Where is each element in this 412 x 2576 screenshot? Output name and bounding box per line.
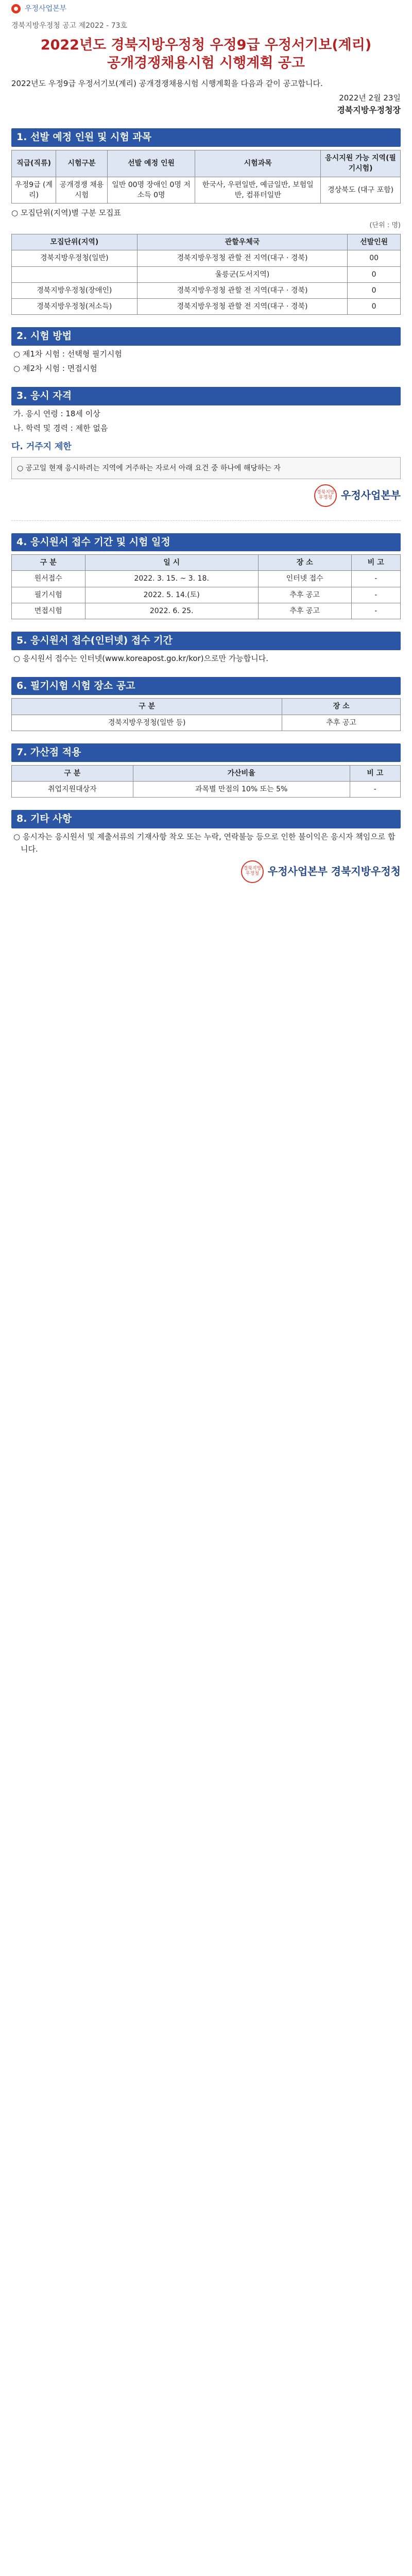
table-cell: - [351, 587, 400, 603]
table-row [12, 715, 401, 731]
table-cell: 2022. 5. 14.(토) [85, 587, 258, 603]
table-cell: 경북지방우정청 관할 전 지역(대구 · 경북) [137, 282, 348, 298]
table-header-cell: 구 분 [12, 699, 282, 715]
notice-date: 2022년 2월 23일 [339, 93, 401, 103]
table-cell: 울릉군(도서지역) [137, 266, 348, 282]
table-cell [12, 266, 138, 282]
table-cell: 경북지방우정청(장애인) [12, 282, 138, 298]
table-cell: 0 [348, 282, 401, 298]
table-cell: 과목별 만점의 10% 또는 5% [133, 781, 350, 797]
table-row [12, 781, 401, 797]
section-7-heading: 7. 가산점 적용 [11, 743, 401, 762]
table-header-cell: 시험과목 [195, 150, 321, 177]
table-header-cell: 선발 예정 인원 [107, 150, 195, 177]
residence-text: ○ 공고일 현재 응시하려는 지역에 거주하는 자로서 아래 요건 중 하나에 해당하는 자 [17, 464, 281, 473]
table-cell: 경북지방우정청 관할 전 지역(대구 · 경북) [137, 250, 348, 266]
recruit-unit-heading: ○ 모집단위(지역)별 구분 모집표 [11, 208, 121, 218]
other-note: ○ 응시자는 응시원서 및 제출서류의 기재사항 착오 또는 누락, 연락불능 등으로 인한 불이익은 응시자 책임으로 합니다. [13, 832, 396, 854]
table-cell: 일반 00명 장애인 0명 저소득 0명 [107, 177, 195, 204]
table-cell: 면접시험 [12, 603, 85, 619]
table-cell: 경상북도 (대구 포함) [321, 177, 401, 204]
section-2-heading: 2. 시험 방법 [11, 327, 401, 346]
section-4-heading: 4. 응시원서 접수 기간 및 시험 일정 [11, 533, 401, 552]
org-name: 우정사업본부 [25, 4, 67, 13]
table-header-cell: 구 분 [12, 765, 133, 781]
table-header-cell: 장 소 [282, 699, 401, 715]
venue-table [11, 698, 401, 731]
table-cell: 인터넷 접수 [258, 571, 351, 587]
notice-number: 경북지방우정청 공고 제2022 - 73호 [11, 22, 128, 30]
table-cell: 취업지원대상자 [12, 781, 133, 797]
application-note: ○ 응시원서 접수는 인터넷(www.koreapost.go.kr/kor)으로만 가능합니다. [13, 653, 269, 663]
notice-page [0, 0, 412, 904]
table-row [12, 250, 401, 266]
section-1-heading: 1. 선발 예정 인원 및 시험 과목 [11, 128, 401, 147]
table-header-cell: 비 고 [351, 555, 400, 571]
bonus-table [11, 765, 401, 798]
table-cell: 0 [348, 266, 401, 282]
table-cell: 경북지방우정청(저소득) [12, 299, 138, 315]
table-header-cell: 시험구분 [56, 150, 108, 177]
table-cell: - [350, 781, 400, 797]
table-row [12, 603, 401, 619]
table-cell: 2022. 3. 15. ~ 3. 18. [85, 571, 258, 587]
table-cell: 원서접수 [12, 571, 85, 587]
issuer: 경북지방우정청장 [337, 105, 401, 115]
page-title: 2022년도 경북지방우정청 우정9급 우정서기보(계리) [40, 37, 372, 54]
eligibility-education: 나. 학력 및 경력 : 제한 없음 [13, 423, 108, 433]
section-3-heading: 3. 응시 자격 [11, 387, 401, 405]
unit-label: (단위 : 명) [369, 222, 401, 230]
header [11, 0, 401, 18]
table-header-cell: 비 고 [350, 765, 400, 781]
table-cell: 2022. 6. 25. [85, 603, 258, 619]
section-8-heading: 8. 기타 사항 [11, 810, 401, 828]
schedule-table [11, 554, 401, 619]
table-header-cell: 모집단위(지역) [12, 234, 138, 250]
table-header-cell: 구 분 [12, 555, 85, 571]
eligibility-age: 가. 응시 연령 : 18세 이상 [13, 409, 100, 418]
exam-method-2: ○ 제2차 시험 : 면접시험 [13, 364, 97, 374]
recruit-unit-table [11, 234, 401, 315]
post-logo-icon [11, 4, 21, 13]
intro-text: 2022년도 우정9급 우정서기보(계리) 공개경쟁채용시험 시행계획을 다음과 같이 공고합니다. [11, 79, 323, 89]
table-row [12, 299, 401, 315]
table-row [12, 587, 401, 603]
table-header-cell: 가산비율 [133, 765, 350, 781]
table-cell: 경북지방우정청(일반 등) [12, 715, 282, 731]
table-cell: 우정9급 (계리) [12, 177, 56, 204]
table-cell: 한국사, 우편일반, 예금일반, 보험일반, 컴퓨터일반 [195, 177, 321, 204]
table-row [12, 282, 401, 298]
table-cell: 추후 공고 [258, 587, 351, 603]
footer-seal-icon: 경북지방 우정청 [241, 860, 264, 883]
residence-box [11, 457, 401, 479]
page-subtitle: 공개경쟁채용시험 시행계획 공고 [107, 55, 305, 72]
table-cell: 추후 공고 [282, 715, 401, 731]
table-header-cell: 장 소 [258, 555, 351, 571]
table-header-cell: 직급(직류) [12, 150, 56, 177]
stamp-block [11, 484, 401, 507]
table-header-cell: 응시지원 가능 지역(필기시험) [321, 150, 401, 177]
page-divider [11, 520, 401, 521]
table-cell: 추후 공고 [258, 603, 351, 619]
table-cell: - [351, 571, 400, 587]
table-cell: 공개경쟁 채용시험 [56, 177, 108, 204]
exam-method-1: ○ 제1차 시험 : 선택형 필기시험 [13, 349, 122, 359]
official-seal-icon: 경북지방 우정청 [314, 484, 337, 507]
table-cell: 경북지방우정청 관할 전 지역(대구 · 경북) [137, 299, 348, 315]
table-header-cell: 관할우체국 [137, 234, 348, 250]
section-6-heading: 6. 필기시험 시험 장소 공고 [11, 677, 401, 696]
recruit-table [11, 150, 401, 204]
footer-block [11, 860, 401, 883]
table-cell: 00 [348, 250, 401, 266]
table-row [12, 266, 401, 282]
table-row [12, 571, 401, 587]
table-header-cell: 일 시 [85, 555, 258, 571]
table-cell: 필기시험 [12, 587, 85, 603]
footer-org: 우정사업본부 경북지방우정청 [267, 865, 401, 878]
table-cell: 경북지방우정청(일반) [12, 250, 138, 266]
section-5-heading: 5. 응시원서 접수(인터넷) 접수 기간 [11, 632, 401, 650]
table-cell: - [351, 603, 400, 619]
residence-heading: 다. 거주지 제한 [11, 441, 72, 452]
table-header-cell: 선발인원 [348, 234, 401, 250]
table-row [12, 177, 401, 204]
stamp-org: 우정사업본부 [341, 489, 401, 502]
table-cell: 0 [348, 299, 401, 315]
